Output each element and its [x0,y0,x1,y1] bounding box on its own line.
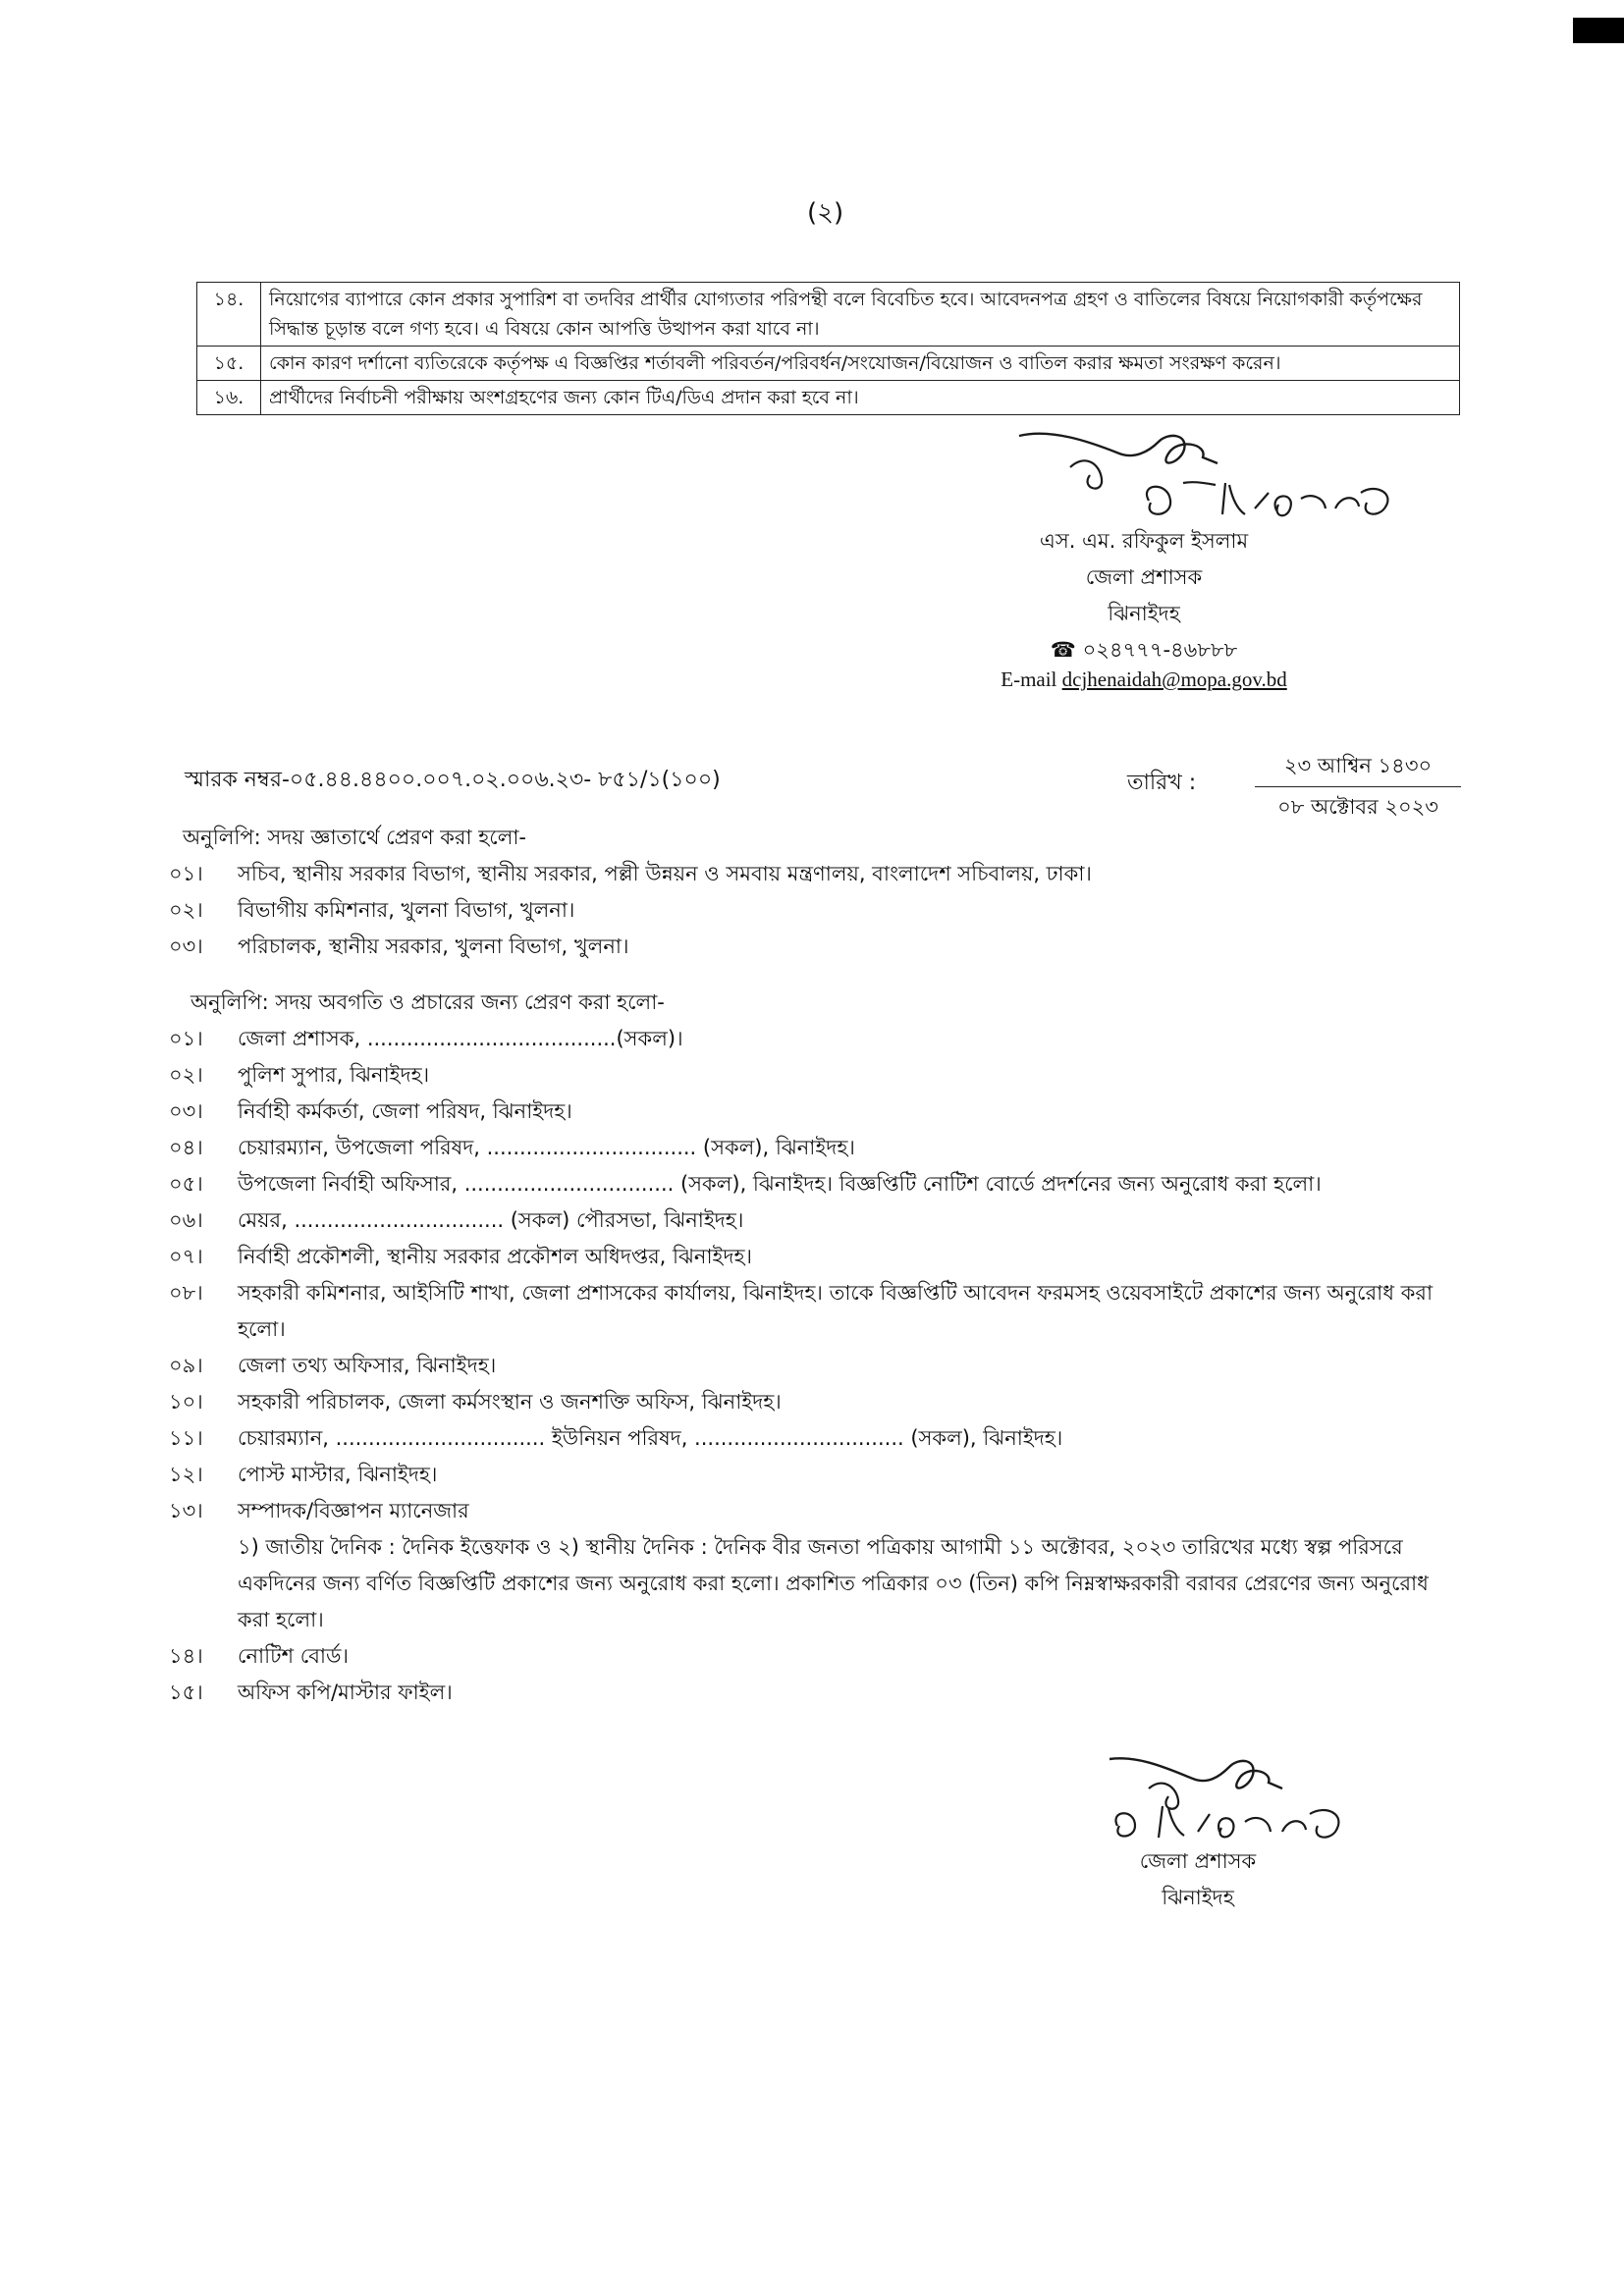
item-text: মেয়র, ................................ (সকল) পৌরসভা, ঝিনাইদহ। [238,1208,744,1232]
list-item [169,1420,1475,1457]
item-number: ১৩। [169,1499,203,1522]
list-item [169,1166,1475,1202]
item-text: পরিচালক, স্থানীয় সরকার, খুলনা বিভাগ, খুলনা। [238,934,629,958]
item-text: জেলা প্রশাসক, ......................................(সকল)। [238,1027,683,1050]
item-number: ১১। [169,1426,203,1450]
item-number: ০৯। [169,1354,203,1377]
item-text: চেয়ারম্যান, ................................ ইউনিয়ন পরিষদ, ................................ (সকল), ঝিনাইদহ। [238,1426,1063,1450]
item-number: ১২। [169,1463,203,1486]
signature-2-image [1100,1749,1443,1857]
term-number: ১৫. [197,347,261,381]
list-item [169,1094,1475,1130]
list-item [169,929,1475,965]
item-number: ১৪। [169,1644,203,1668]
table-row [197,347,1460,381]
item-number: ০৬। [169,1208,203,1232]
item-text: উপজেলা নির্বাহী অফিসার, ................................ (সকল), ঝিনাইদহ। বিজ্ঞপ্তিটি নোটিশ বোর্ডে প্রদর্শনের জন্য অনুরোধ করা হলো। [238,1172,1322,1196]
item-text: জেলা তথ্য অফিসার, ঝিনাইদহ। [238,1354,497,1377]
item-text: নির্বাহী প্রকৌশলী, স্থানীয় সরকার প্রকৌশল অধিদপ্তর, ঝিনাইদহ। [238,1245,753,1268]
terms-table [196,282,1460,415]
item-text: পুলিশ সুপার, ঝিনাইদহ। [238,1063,430,1087]
table-row [197,283,1460,347]
signatory-2-location: ঝিনাইদহ [1162,1886,1234,1909]
email-label: E-mail [1001,667,1057,691]
signatory-name: এস. এম. রফিকুল ইসলাম [1039,529,1249,553]
item-number: ১৫। [169,1681,203,1704]
signatory-location: ঝিনাইদহ [1108,602,1180,625]
item-text: সহকারী কমিশনার, আইসিটি শাখা, জেলা প্রশাসকের কার্যালয়, ঝিনাইদহ। তাকে বিজ্ঞপ্তিটি আবেদন ফরমসহ ওয়েবসাইটে প্রকাশের জন্য অনুরোধ করা হলো। [238,1281,1434,1341]
item-text: নির্বাহী কর্মকর্তা, জেলা পরিষদ, ঝিনাইদহ। [238,1099,572,1123]
signature-1-image [1011,424,1404,537]
item-number: ০৮। [169,1281,203,1305]
date-label: তারিখ : [1127,771,1197,795]
copy-list-2-heading: অনুলিপি: সদয় অবগতি ও প্রচারের জন্য প্রেরণ করা হলো- [190,990,665,1014]
item-text: পোস্ট মাস্টার, ঝিনাইদহ। [238,1463,438,1486]
list-item [169,1057,1475,1094]
item-number: ০৩। [169,1099,203,1123]
term-text: প্রার্থীদের নির্বাচনী পরীক্ষায় অংশগ্রহণের জন্য কোন টিএ/ডিএ প্রদান করা হবে না। [261,381,1460,415]
term-text: কোন কারণ দর্শানো ব্যতিরেকে কর্তৃপক্ষ এ বিজ্ঞপ্তির শর্তাবলী পরিবর্তন/পরিবর্ধন/সংযোজন/বিয়োজন ও বাতিল করার ক্ষমতা সংরক্ষণ করেন। [261,347,1460,381]
list-item [169,1675,1475,1711]
list-item [169,1384,1475,1420]
list-item [169,1493,1475,1529]
item-number: ০১। [169,1027,203,1050]
term-number: ১৪. [197,283,261,347]
item-text: বিভাগীয় কমিশনার, খুলনা বিভাগ, খুলনা। [238,898,575,922]
item-text: চেয়ারম্যান, উপজেলা পরিষদ, ................................ (সকল), ঝিনাইদহ। [238,1136,855,1159]
item-number: ০১। [169,862,203,885]
date-bangla: ২৩ আশ্বিন ১৪৩০ [1255,750,1461,787]
memo-number: স্মারক নম্বর-০৫.৪৪.৪৪০০.০০৭.০২.০০৬.২৩- ৮৫১/১(১০০) [185,768,721,792]
item-text: সম্পাদক/বিজ্ঞাপন ম্যানেজার [238,1499,469,1522]
signatory-phone: ☎ ০২৪৭৭৭-৪৬৮৮৮ [1050,638,1238,662]
copy-list-2 [169,985,1475,1711]
term-text: নিয়োগের ব্যাপারে কোন প্রকার সুপারিশ বা তদবির প্রার্থীর যোগ্যতার পরিপন্থী বলে বিবেচিত হবে। আবেদনপত্র গ্রহণ ও বাতিলের বিষয়ে নিয়োগকারী কর্তৃপক্ষের সিদ্ধান্ত চূড়ান্ত বলে গণ্য হবে। এ বিষয়ে কোন আপত্তি উত্থাপন করা যাবে না। [261,283,1460,347]
item-text: নোটিশ বোর্ড। [238,1644,349,1668]
term-number: ১৬. [197,381,261,415]
list-item [169,892,1475,929]
date-block [1255,750,1461,826]
list-item [169,1202,1475,1239]
item-13-detail: ১) জাতীয় দৈনিক : দৈনিক ইত্তেফাক ও ২) স্থানীয় দৈনিক : দৈনিক বীর জনতা পত্রিকায় আগামী ১১ অক্টোবর, ২০২৩ তারিখের মধ্যে স্বল্প পরিসরে একদিনের জন্য বর্ণিত বিজ্ঞপ্তিটি প্রকাশের জন্য অনুরোধ করা হলো। প্রকাশিত পত্রিকার ০৩ (তিন) কপি নিম্নস্বাক্ষরকারী বরাবর প্রেরণের জন্য অনুরোধ করা হলো। [238,1535,1429,1631]
item-text: অফিস কপি/মাস্টার ফাইল। [238,1681,453,1704]
signatory-email-row [952,667,1335,692]
list-item [169,1457,1475,1493]
item-number: ০৪। [169,1136,203,1159]
scan-corner-mark [1573,18,1624,43]
item-number: ০২। [169,898,203,922]
list-item [169,1348,1475,1384]
copy-list-1 [169,820,1475,965]
list-item [169,1021,1475,1057]
item-number: ০২। [169,1063,203,1087]
list-item [169,1638,1475,1675]
item-number: ১০। [169,1390,203,1414]
list-item [169,856,1475,892]
table-row [197,381,1460,415]
list-item [169,1239,1475,1275]
copy-list-1-heading: অনুলিপি: সদয় জ্ঞাতার্থে প্রেরণ করা হলো- [183,826,527,849]
item-text: সচিব, স্থানীয় সরকার বিভাগ, স্থানীয় সরকার, পল্লী উন্নয়ন ও সমবায় মন্ত্রণালয়, বাংলাদেশ সচিবালয়, ঢাকা। [238,862,1092,885]
item-number: ০৫। [169,1172,203,1196]
list-item [169,1130,1475,1166]
item-number: ০৭। [169,1245,203,1268]
date-gregorian: ০৮ অক্টোবর ২০২৩ [1277,795,1438,819]
item-number: ০৩। [169,934,203,958]
item-text: সহকারী পরিচালক, জেলা কর্মসংস্থান ও জনশক্তি অফিস, ঝিনাইদহ। [238,1390,782,1414]
signatory-designation: জেলা প্রশাসক [1085,565,1203,589]
signatory-2-designation: জেলা প্রশাসক [1139,1849,1257,1873]
list-item [169,1275,1475,1348]
email-link[interactable]: dcjhenaidah@mopa.gov.bd [1061,667,1287,691]
page-number: (২) [807,198,844,228]
